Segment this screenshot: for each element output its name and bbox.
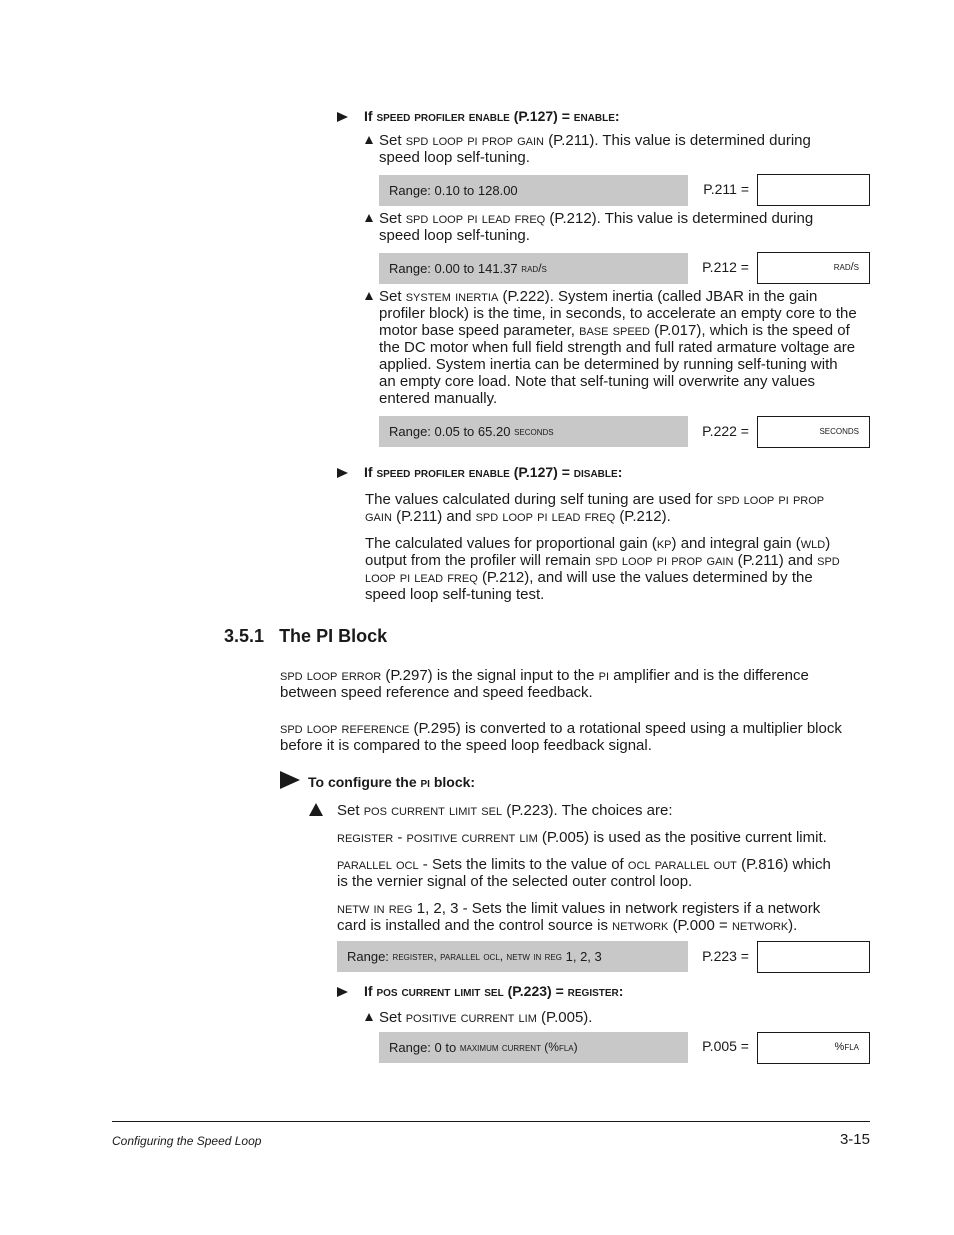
if-label: If bbox=[364, 983, 373, 999]
equals-sign: = bbox=[555, 983, 564, 999]
range-text: Range: bbox=[347, 949, 389, 964]
disable-paragraph-1 bbox=[365, 491, 870, 525]
choice-parallel-ocl bbox=[337, 856, 870, 890]
footer-title: Configuring the Speed Loop bbox=[112, 1134, 262, 1148]
instruction-text-line4: the DC motor when full field strength and full rated armature voltage are bbox=[379, 339, 856, 356]
arrow-right-icon bbox=[337, 112, 348, 122]
instruction-text: (P.211). This value is determined during bbox=[548, 132, 811, 149]
p211-instruction bbox=[379, 132, 869, 166]
range-box-p005 bbox=[379, 1032, 688, 1063]
p005-label: P.005 = bbox=[702, 1038, 749, 1054]
instruction-text-line3: motor base speed parameter, bbox=[379, 322, 575, 339]
symbol-wld: wld bbox=[800, 535, 826, 552]
choice-text: (P.005) is used as the positive current limit. bbox=[541, 829, 827, 846]
text: output from the profiler will remain bbox=[365, 552, 591, 569]
abbr-pi: pi bbox=[420, 774, 430, 790]
text: The calculated values for proportional gain ( bbox=[365, 535, 657, 552]
bullet-triangle-icon bbox=[365, 1013, 373, 1021]
choice-text: (P.000 = bbox=[672, 917, 728, 934]
colon: : bbox=[617, 464, 623, 480]
bullet-triangle-icon bbox=[365, 292, 373, 300]
range-unit: rad/s bbox=[521, 261, 547, 275]
param-name: spd loop pi prop gain bbox=[595, 552, 734, 569]
colon: : bbox=[618, 983, 624, 999]
text: (P.005). bbox=[541, 1009, 593, 1026]
page-number: 3-15 bbox=[839, 1131, 870, 1148]
arrow-right-icon bbox=[337, 987, 348, 997]
bullet-triangle-icon bbox=[365, 214, 373, 222]
text: (P.212). bbox=[619, 508, 671, 525]
p222-value-field[interactable] bbox=[757, 416, 870, 448]
section-number: 3.5.1 bbox=[224, 626, 265, 646]
param-name: network bbox=[731, 917, 789, 934]
choice-text: - Sets the limits to the value of bbox=[422, 856, 624, 873]
choice-register bbox=[337, 829, 870, 846]
p211-label: P.211 = bbox=[703, 181, 749, 197]
p212-label: P.212 = bbox=[702, 259, 749, 275]
param-name: spd loop pi prop gain bbox=[405, 132, 545, 149]
choice-name: register - positive current lim bbox=[337, 829, 538, 846]
param-value: disable bbox=[573, 464, 618, 480]
param-name-cont: loop pi lead freq bbox=[365, 569, 478, 586]
text: block: bbox=[433, 774, 476, 790]
choice-text: ). bbox=[788, 917, 798, 934]
text: To configure the bbox=[308, 774, 417, 790]
p212-value-field[interactable] bbox=[757, 252, 870, 284]
range-suffix: 1, 2, 3 bbox=[565, 949, 602, 964]
range-box-p211 bbox=[379, 175, 688, 206]
text: (P.211) and bbox=[737, 552, 813, 569]
param-name: spd bbox=[817, 552, 840, 569]
if-label: If bbox=[364, 108, 373, 124]
text: (P.295) is converted to a rotational speed using a multiplier block bbox=[413, 720, 842, 737]
param-name: pos current limit sel bbox=[363, 802, 503, 819]
param-name: pos current limit sel bbox=[376, 983, 504, 999]
colon: : bbox=[614, 108, 620, 124]
param-name: speed profiler enable bbox=[376, 108, 510, 124]
param-name: base speed bbox=[579, 322, 650, 339]
range-box-p223 bbox=[337, 941, 688, 972]
equals-sign: = bbox=[561, 108, 570, 124]
set-word: Set bbox=[337, 802, 360, 819]
condition-heading-register bbox=[364, 983, 623, 1000]
param-name-cont: gain bbox=[365, 508, 392, 525]
param-name: spd loop pi lead freq bbox=[475, 508, 616, 525]
choice-text: (P.816) which bbox=[741, 856, 831, 873]
text: (P.211) and bbox=[396, 508, 472, 525]
p223-value-field[interactable] bbox=[757, 941, 870, 973]
range-unit: seconds bbox=[514, 424, 554, 438]
param-code: (P.223) bbox=[507, 983, 552, 999]
instruction-text: (P.222). System inertia (called JBAR in the gain bbox=[502, 288, 818, 305]
text: between speed reference and speed feedback. bbox=[280, 684, 593, 701]
text: (P.223). The choices are: bbox=[506, 802, 673, 819]
p005-value-field[interactable] bbox=[757, 1032, 870, 1064]
instruction-text-line7: entered manually. bbox=[379, 390, 498, 407]
symbol-kp: kp bbox=[656, 535, 672, 552]
text: (P.212), and will use the values determined by the bbox=[481, 569, 813, 586]
param-name: spd loop pi prop bbox=[716, 491, 825, 508]
text: The values calculated during self tuning are used for bbox=[365, 491, 713, 508]
range-text: Range: 0 to bbox=[389, 1040, 457, 1055]
p222-instruction bbox=[379, 288, 869, 407]
condition-heading-disable bbox=[364, 464, 622, 481]
choice-text-line2: card is installed and the control source is bbox=[337, 917, 608, 934]
section-heading bbox=[224, 626, 387, 647]
instruction-text-line5: applied. System inertia can be determined by running self-tuning with bbox=[379, 356, 838, 373]
param-code: (P.127) bbox=[513, 464, 558, 480]
footer-rule bbox=[112, 1121, 870, 1122]
unit-label: rad/s bbox=[833, 261, 859, 273]
param-name: spd loop pi lead freq bbox=[405, 210, 546, 227]
configure-heading bbox=[308, 774, 475, 790]
instruction-text-line6: an empty core load. Note that self-tuning will overwrite any values bbox=[379, 373, 816, 390]
range-box-p222 bbox=[379, 416, 688, 447]
instruction-text-line2: profiler block) is the time, in seconds, to accelerate an empty core to the bbox=[379, 305, 857, 322]
choice-name: netw in reg bbox=[337, 900, 413, 917]
condition-heading-enable bbox=[364, 108, 620, 125]
body-paragraph-2 bbox=[280, 720, 870, 754]
abbr-pi: pi bbox=[598, 667, 610, 684]
bullet-triangle-icon bbox=[365, 136, 373, 144]
set-word: Set bbox=[379, 132, 402, 149]
instruction-text-line3b: (P.017), which is the speed of bbox=[654, 322, 850, 339]
param-name: network bbox=[612, 917, 669, 934]
param-name: ocl parallel out bbox=[627, 856, 737, 873]
choice-netw-in-reg bbox=[337, 900, 870, 934]
choice-text: 1, 2, 3 - Sets the limit values in network registers if a network bbox=[416, 900, 821, 917]
param-name: spd loop reference bbox=[280, 720, 410, 737]
text: speed loop self-tuning test. bbox=[365, 586, 545, 603]
p212-instruction bbox=[379, 210, 869, 244]
section-title: The PI Block bbox=[279, 626, 388, 646]
instruction-text-line2: speed loop self-tuning. bbox=[379, 227, 530, 244]
range-name: maximum current (%fla) bbox=[459, 1040, 578, 1054]
param-value: register bbox=[567, 983, 619, 999]
if-label: If bbox=[364, 464, 373, 480]
text: ) and integral gain ( bbox=[671, 535, 801, 552]
p223-label: P.223 = bbox=[702, 948, 749, 964]
param-name: spd loop error bbox=[280, 667, 382, 684]
range-text: Range: 0.10 to 128.00 bbox=[389, 183, 518, 198]
text: amplifier and is the difference bbox=[613, 667, 809, 684]
text: (P.297) is the signal input to the bbox=[385, 667, 595, 684]
param-value: enable bbox=[573, 108, 615, 124]
equals-sign: = bbox=[561, 464, 570, 480]
text: ) bbox=[825, 535, 831, 552]
unit-label: %fla bbox=[834, 1041, 859, 1053]
param-name: system inertia bbox=[405, 288, 499, 305]
text: before it is compared to the speed loop feedback signal. bbox=[280, 737, 652, 754]
p005-instruction bbox=[379, 1009, 869, 1026]
set-word: Set bbox=[379, 210, 402, 227]
instruction-text-line2: speed loop self-tuning. bbox=[379, 149, 530, 166]
disable-paragraph-2 bbox=[365, 535, 870, 603]
range-text: Range: 0.00 to 141.37 bbox=[389, 261, 518, 276]
p222-label: P.222 = bbox=[702, 423, 749, 439]
choice-name: parallel ocl bbox=[337, 856, 419, 873]
param-code: (P.127) bbox=[513, 108, 558, 124]
arrow-right-icon bbox=[280, 771, 300, 789]
range-box-p212 bbox=[379, 253, 688, 284]
p223-instruction bbox=[337, 802, 870, 819]
range-names: register, parallel ocl, netw in reg bbox=[392, 949, 562, 963]
body-paragraph-1 bbox=[280, 667, 870, 701]
p211-value-field[interactable] bbox=[757, 174, 870, 206]
set-word: Set bbox=[379, 288, 402, 305]
arrow-right-icon bbox=[337, 468, 348, 478]
choice-text-line2: is the vernier signal of the selected outer control loop. bbox=[337, 873, 693, 890]
bullet-triangle-icon bbox=[309, 803, 323, 816]
range-text: Range: 0.05 to 65.20 bbox=[389, 424, 511, 439]
param-name: positive current lim bbox=[405, 1009, 537, 1026]
param-name: speed profiler enable bbox=[376, 464, 510, 480]
instruction-text: (P.212). This value is determined during bbox=[549, 210, 814, 227]
unit-label: seconds bbox=[819, 425, 859, 437]
set-word: Set bbox=[379, 1009, 402, 1026]
